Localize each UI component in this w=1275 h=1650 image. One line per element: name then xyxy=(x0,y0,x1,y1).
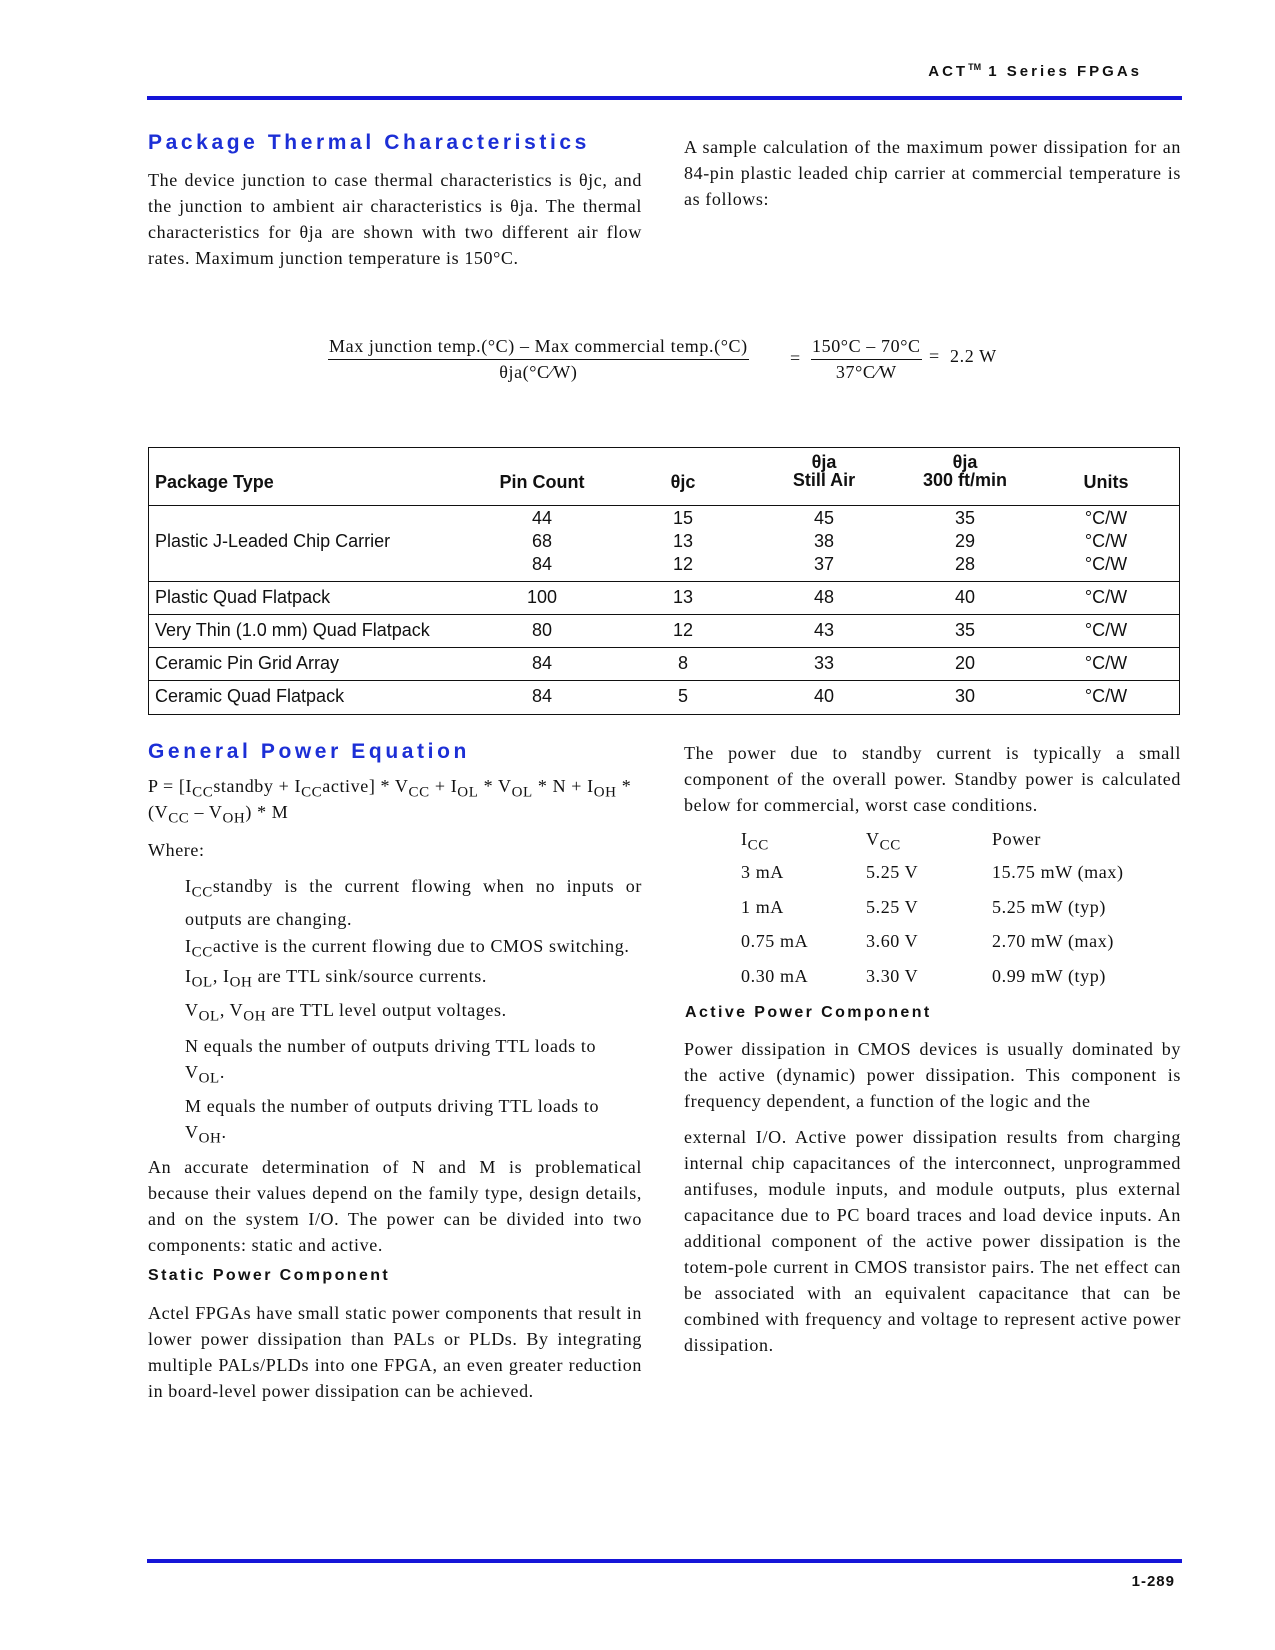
header-title-prefix: ACT xyxy=(928,63,969,80)
def-n: N equals the number of outputs driving TTL loads to $V_{OL}$. xyxy=(185,1036,597,1087)
formula-fraction-1 xyxy=(328,336,749,383)
row-plcc-still-1: 38 xyxy=(813,531,835,551)
col-header-units: Units xyxy=(1083,472,1129,492)
col-header-still-top: θja xyxy=(811,452,837,472)
def-icc-standby-sub: CC xyxy=(191,884,213,901)
row-plcc-pins-2: 84 xyxy=(531,554,553,574)
row-vqfp-still: 43 xyxy=(813,620,835,640)
table-row-rule xyxy=(149,614,1179,615)
where-label: Where: xyxy=(148,840,205,860)
row-cpga-300: 20 xyxy=(954,653,976,673)
thermal-para-left: The device junction to case thermal characteristics is θjc, and the junction to ambient air characteristics is θja. The thermal characteristics for θja are shown with two different air flow rates. Maximum junction temperature is 150°C. xyxy=(148,170,642,268)
accurate-para: An accurate determination of N and M is problematical because their values depend on the family type, design details, and on the system I/O. The power can be divided into two components: static and active. xyxy=(148,1157,642,1255)
thermal-heading: Package Thermal Characteristics xyxy=(148,131,590,154)
standby-para: The power due to standby current is typically a small component of the overall power. Standby power is calculated below for commercial, worst case conditions. xyxy=(684,743,1181,815)
row-plcc-300-0: 35 xyxy=(954,508,976,528)
row-vqfp-units: °C/W xyxy=(1084,620,1128,640)
row-pqfp-units: °C/W xyxy=(1084,587,1128,607)
col-header-package: Package Type xyxy=(155,472,274,492)
thermal-para-right: A sample calculation of the maximum power dissipation for an 84-pin plastic leaded chip carrier at commercial temperature is as follows: xyxy=(684,137,1181,209)
formula-fraction-2 xyxy=(811,336,922,383)
row-pqfp-package: Plastic Quad Flatpack xyxy=(155,587,331,607)
standby-col-icc: $I_{CC}$ xyxy=(741,829,769,854)
row-cpga-units: °C/W xyxy=(1084,653,1128,673)
col-header-still-bottom: Still Air xyxy=(792,470,856,490)
standby-row-icc: 0.75 mA xyxy=(741,931,809,951)
row-plcc-units-1: °C/W xyxy=(1084,531,1128,551)
standby-row-power: 0.99 mW (typ) xyxy=(992,966,1106,986)
standby-row-vcc: 3.30 V xyxy=(866,966,919,986)
row-cqfp-jc: 5 xyxy=(677,686,688,706)
row-plcc-pins-0: 44 xyxy=(531,508,553,528)
row-cqfp-still: 40 xyxy=(813,686,835,706)
def-icc-standby xyxy=(185,873,642,932)
standby-row-power: 15.75 mW (max) xyxy=(992,862,1124,882)
footer-rule xyxy=(147,1559,1182,1563)
row-plcc-pins-1: 68 xyxy=(531,531,553,551)
row-plcc-still-2: 37 xyxy=(813,554,835,574)
formula-numerator-1: Max junction temp.(°C) – Max commercial temp.(°C) xyxy=(328,336,749,360)
def-vol-voh: $V_{OL}$, $V_{OH}$ are TTL level output voltages. xyxy=(185,1000,507,1025)
row-cqfp-package: Ceramic Quad Flatpack xyxy=(155,686,345,706)
row-pqfp-still: 48 xyxy=(813,587,835,607)
def-n-text: N equals the number of outputs driving TTL loads to xyxy=(185,1036,597,1056)
row-plcc-jc-0: 15 xyxy=(672,508,694,528)
formula-result: 2.2 W xyxy=(950,346,997,366)
row-vqfp-jc: 12 xyxy=(672,620,694,640)
standby-row-vcc: 5.25 V xyxy=(866,862,919,882)
standby-row-power: 5.25 mW (typ) xyxy=(992,897,1106,917)
standby-row-icc: 0.30 mA xyxy=(741,966,809,986)
row-cpga-pins: 84 xyxy=(531,653,553,673)
row-plcc-300-2: 28 xyxy=(954,554,976,574)
active-para-2: external I/O. Active power dissipation results from charging internal chip capacitances of the interconnect, unprogrammed antifuses, module inputs, and module outputs, plus external capacitance due to PC board traces and load device inputs. An additional component of the active power dissipation is the totem-pole current in CMOS transistor pairs. The net effect can be associated with an equivalent capacitance that can be combined with frequency and voltage to represent active power dissipation. xyxy=(684,1127,1181,1355)
def-icc-standby-text: standby is the current flowing when no inputs or outputs are changing. xyxy=(185,876,642,929)
standby-col-vcc: $V_{CC}$ xyxy=(866,829,901,854)
def-iol-ioh-text: are TTL sink/source currents. xyxy=(257,966,487,986)
def-iol-ioh: $I_{OL}$, $I_{OH}$ are TTL sink/source currents. xyxy=(185,966,487,991)
formula-denominator-2: 37°C⁄W xyxy=(835,362,897,382)
def-icc-active-sub: CC xyxy=(191,944,213,961)
active-para-1: Power dissipation in CMOS devices is usually dominated by the active (dynamic) power dissipation. This component is frequency dependent, a function of the logic and the xyxy=(684,1039,1181,1111)
header-rule xyxy=(147,96,1182,100)
row-cpga-still: 33 xyxy=(813,653,835,673)
power-equation-line1: $P = [I_{CC}standby$ + $I_{CC}active] * V_{CC} + I_{OL} * V_{OL} * N + I_{OH}$ * xyxy=(148,776,632,801)
running-header xyxy=(928,62,1142,80)
standby-row-icc: 1 mA xyxy=(741,897,784,917)
col-header-jc: θjc xyxy=(670,472,696,492)
table-header-rule xyxy=(149,505,1179,506)
formula-equals-1: = xyxy=(790,348,801,368)
row-cqfp-pins: 84 xyxy=(531,686,553,706)
standby-row-vcc: 3.60 V xyxy=(866,931,919,951)
page-number: 1-289 xyxy=(1131,1573,1175,1590)
row-plcc-units-0: °C/W xyxy=(1084,508,1128,528)
row-vqfp-package: Very Thin (1.0 mm) Quad Flatpack xyxy=(155,620,430,640)
def-m: M equals the number of outputs driving TTL loads to $V_{OH}$. xyxy=(185,1096,600,1147)
power-equation-line2: $(V_{CC} - V_{OH})$ * M xyxy=(148,802,289,827)
row-plcc-jc-1: 13 xyxy=(672,531,694,551)
row-plcc-300-1: 29 xyxy=(954,531,976,551)
power-heading: General Power Equation xyxy=(148,740,470,763)
standby-col-power: Power xyxy=(992,829,1041,849)
row-cpga-jc: 8 xyxy=(677,653,688,673)
row-pqfp-pins: 100 xyxy=(526,587,558,607)
def-m-text: M equals the number of outputs driving TTL loads to xyxy=(185,1096,600,1116)
active-heading: Active Power Component xyxy=(685,1004,932,1021)
row-plcc-jc-2: 12 xyxy=(672,554,694,574)
formula-equals-2: = xyxy=(929,346,940,366)
table-row-rule xyxy=(149,680,1179,681)
static-heading: Static Power Component xyxy=(148,1267,391,1284)
col-header-300-top: θja xyxy=(952,452,978,472)
row-plcc-package: Plastic J-Leaded Chip Carrier xyxy=(155,531,391,551)
standby-row-power: 2.70 mW (max) xyxy=(992,931,1114,951)
row-pqfp-300: 40 xyxy=(954,587,976,607)
static-para: Actel FPGAs have small static power components that result in lower power dissipation than PALs or PLDs. By integrating multiple PALs/PLDs into one FPGA, an even greater reduction in board-level power dissipation can be achieved. xyxy=(148,1303,642,1401)
row-cqfp-units: °C/W xyxy=(1084,686,1128,706)
col-header-pins: Pin Count xyxy=(499,472,585,492)
def-icc-active-symbol: I xyxy=(185,936,192,956)
thermal-table xyxy=(148,447,1180,715)
row-vqfp-300: 35 xyxy=(954,620,976,640)
row-vqfp-pins: 80 xyxy=(531,620,553,640)
row-pqfp-jc: 13 xyxy=(672,587,694,607)
row-plcc-units-2: °C/W xyxy=(1084,554,1128,574)
row-cqfp-300: 30 xyxy=(954,686,976,706)
trademark-mark: TM xyxy=(968,62,982,72)
def-vol-voh-text: are TTL level output voltages. xyxy=(271,1000,507,1020)
col-header-300-bottom: 300 ft/min xyxy=(922,470,1008,490)
header-title-suffix: 1 Series FPGAs xyxy=(988,63,1142,80)
def-icc-active-text: active is the current flowing due to CMOS switching. xyxy=(212,936,630,956)
def-icc-active xyxy=(185,933,645,966)
standby-row-vcc: 5.25 V xyxy=(866,897,919,917)
formula-denominator-1: θja(°C⁄W) xyxy=(499,362,578,382)
row-plcc-still-0: 45 xyxy=(813,508,835,528)
table-row-rule xyxy=(149,647,1179,648)
formula-numerator-2: 150°C – 70°C xyxy=(811,336,922,360)
row-cpga-package: Ceramic Pin Grid Array xyxy=(155,653,340,673)
standby-row-icc: 3 mA xyxy=(741,862,784,882)
table-row-rule xyxy=(149,581,1179,582)
def-icc-standby-symbol: I xyxy=(185,876,192,896)
